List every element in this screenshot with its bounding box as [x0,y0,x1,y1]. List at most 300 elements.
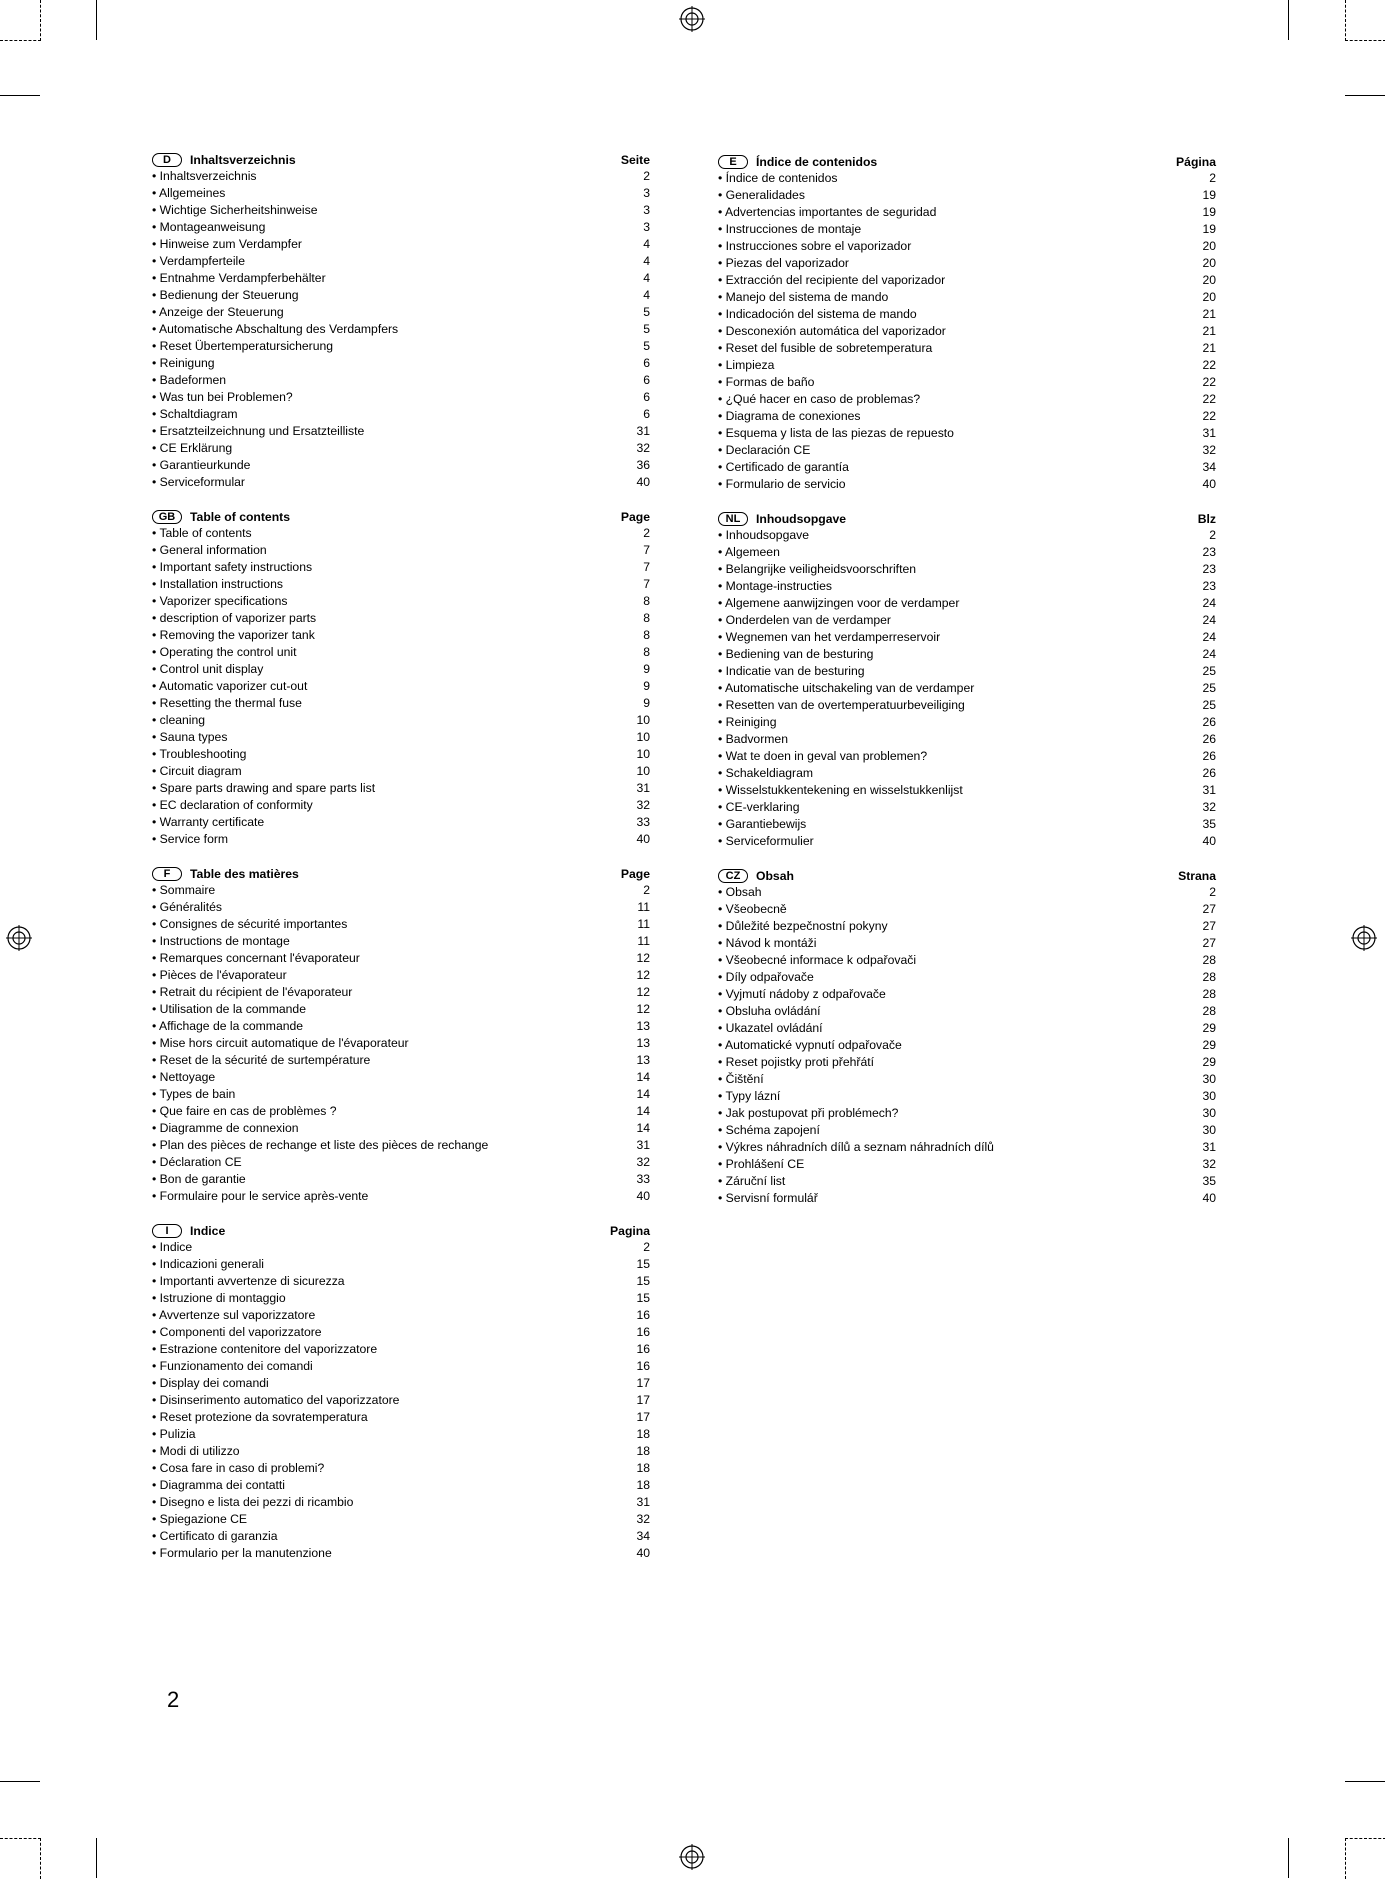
toc-entry-text [152,1494,610,1511]
toc-entry-page: 17 [636,1410,650,1424]
toc-entry-label: Jak postupovat při problémech? [725,1106,899,1120]
toc-entry-text [152,1001,610,1018]
toc-entry-page: 18 [636,1444,650,1458]
toc-entry-text [152,1324,610,1341]
toc-entry-page: 8 [643,645,650,659]
toc-entry-label: Indicatie van de besturing [725,664,865,678]
toc-section [152,151,650,491]
toc-entry-page: 14 [636,1121,650,1135]
toc-entry-text [152,1460,610,1477]
toc-entry [152,1188,650,1205]
toc-entry-page: 10 [636,764,650,778]
toc-entry-page: 4 [643,288,650,302]
toc-entry-text [152,168,610,185]
toc-entry-page: 21 [1202,324,1216,338]
toc-entry-text [718,1173,1176,1190]
bullet: • [718,409,726,423]
toc-entry [152,1035,650,1052]
bullet: • [152,883,160,897]
bullet: • [718,205,725,219]
bullet: • [152,543,160,557]
toc-entry [152,1375,650,1392]
language-code-badge: NL [718,512,748,526]
toc-entry [718,782,1216,799]
toc-entry [718,680,1216,697]
toc-entry-label: Instrucciones sobre el vaporizador [725,239,912,253]
toc-entry-page: 26 [1202,715,1216,729]
toc-entry [152,406,650,423]
toc-entry [718,697,1216,714]
toc-entry-label: Vyjmutí nádoby z odpařovače [725,987,886,1001]
toc-entry-text [152,321,610,338]
toc-entry-text [718,561,1176,578]
toc-entry-label: Istruzione di montaggio [159,1291,286,1305]
toc-entry [718,289,1216,306]
toc-entry [718,459,1216,476]
toc-entry-label: Bediening van de besturing [725,647,874,661]
toc-entry-label: Importanti avvertenze di sicurezza [159,1274,345,1288]
toc-entry-page: 40 [1202,1191,1216,1205]
toc-entry-label: Ukazatel ovládání [725,1021,823,1035]
toc-entry-text [152,984,610,1001]
toc-entry-page: 8 [643,611,650,625]
bleed-mark [0,1838,41,1879]
bullet: • [152,186,159,200]
toc-entry [152,763,650,780]
bullet: • [152,322,159,336]
bullet: • [152,1155,160,1169]
toc-entry-label: Diagrama de conexiones [725,409,861,423]
bullet: • [152,900,160,914]
bullet: • [152,424,160,438]
crop-mark [1288,1838,1289,1878]
toc-entry [152,168,650,185]
toc-entry-text [718,459,1176,476]
toc-entry-text [718,1037,1176,1054]
toc-entry [718,612,1216,629]
toc-entry-page: 14 [636,1070,650,1084]
toc-entry [152,1443,650,1460]
toc-entry-label: Disegno e lista dei pezzi di ricambio [159,1495,354,1509]
toc-section [718,510,1216,850]
toc-entry-text [152,525,610,542]
toc-entry-page: 27 [1202,919,1216,933]
toc-entry [152,1392,650,1409]
toc-entry-page: 30 [1202,1089,1216,1103]
bullet: • [152,305,159,319]
toc-entry-text [718,663,1176,680]
bullet: • [718,1038,725,1052]
toc-entry [152,814,650,831]
toc-entry-text [718,221,1176,238]
toc-entry-page: 40 [1202,834,1216,848]
section-title: Table of contents [190,509,290,524]
toc-entry-label: Service form [159,832,229,846]
toc-entry [152,593,650,610]
toc-entry-text [152,1086,610,1103]
toc-entry-label: CE Erklärung [159,441,233,455]
toc-entry [152,559,650,576]
toc-entry-page: 3 [643,203,650,217]
toc-entry-label: Čištění [725,1072,764,1086]
toc-entry [152,678,650,695]
toc-entry [152,372,650,389]
toc-entry-text [152,1290,610,1307]
bullet: • [152,917,160,931]
toc-entry-text [152,1273,610,1290]
bullet: • [152,934,160,948]
toc-entry [718,1156,1216,1173]
toc-entry-page: 14 [636,1087,650,1101]
toc-entry-label: Esquema y lista de las piezas de repuesto [725,426,954,440]
bullet: • [152,356,160,370]
toc-entry-page: 9 [643,679,650,693]
toc-entry [152,525,650,542]
toc-entry-page: 15 [636,1257,650,1271]
toc-entry-page: 40 [636,1189,650,1203]
bullet: • [152,1291,160,1305]
toc-entry-text [718,1088,1176,1105]
bullet: • [718,358,726,372]
toc-entry-label: Removing the vaporizer tank [159,628,315,642]
bullet: • [152,1053,160,1067]
bullet: • [718,885,726,899]
toc-entry-page: 36 [636,458,650,472]
toc-entry-text [152,372,610,389]
toc-entry-label: Reset Übertemperatursicherung [159,339,334,353]
toc-entry-text [718,1122,1176,1139]
toc-entry [152,1273,650,1290]
toc-entry-text [152,219,610,236]
toc-entry-text [152,1035,610,1052]
bullet: • [152,1359,160,1373]
toc-entry-label: Instrucciones de montaje [725,222,862,236]
toc-entry-page: 5 [643,339,650,353]
toc-entry-page: 2 [643,169,650,183]
toc-entry-text [718,357,1176,374]
toc-entry-page: 6 [643,356,650,370]
toc-entry-page: 27 [1202,936,1216,950]
bullet: • [152,730,160,744]
toc-entry [152,882,650,899]
toc-entry-page: 2 [1209,171,1216,185]
toc-entry-label: Warranty certificate [159,815,265,829]
toc-entry-text [152,1307,610,1324]
bullet: • [718,426,726,440]
toc-entry-page: 21 [1202,307,1216,321]
toc-entry-label: Reiniging [725,715,777,729]
bullet: • [718,1021,726,1035]
toc-entry-label: Limpieza [725,358,775,372]
toc-entry-label: CE-verklaring [725,800,800,814]
bullet: • [152,1461,160,1475]
bullet: • [718,477,726,491]
toc-entry-page: 28 [1202,1004,1216,1018]
toc-entry-text [718,1003,1176,1020]
toc-entry-text [152,627,610,644]
toc-entry [718,1088,1216,1105]
crop-mark [1345,95,1385,96]
toc-entry-text [718,272,1176,289]
toc-entry-label: Formulario de servicio [725,477,846,491]
toc-entry-text [152,814,610,831]
bullet: • [152,696,160,710]
page-column-label: Seite [620,152,650,167]
toc-entry-text [152,1426,610,1443]
toc-entry-text [152,236,610,253]
bullet: • [718,222,726,236]
registration-mark-icon [6,925,32,951]
toc-entry [152,746,650,763]
toc-entry-text [718,170,1176,187]
toc-entry-page: 31 [636,1138,650,1152]
toc-entry-text [152,746,610,763]
bullet: • [718,681,725,695]
toc-entry-page: 4 [643,271,650,285]
bullet: • [152,390,160,404]
bullet: • [152,254,160,268]
toc-entry-label: Avvertenze sul vaporizzatore [158,1308,316,1322]
toc-entry [718,935,1216,952]
toc-entry [152,1069,650,1086]
toc-entry [718,476,1216,493]
bullet: • [718,1140,726,1154]
bullet: • [152,747,160,761]
bullet: • [718,290,726,304]
bullet: • [152,611,160,625]
toc-entry-text [718,1190,1176,1207]
toc-entry-page: 32 [636,798,650,812]
bullet: • [718,715,726,729]
language-code-badge: CZ [718,869,748,883]
toc-entry-label: Sommaire [159,883,216,897]
toc-entry-label: Certificado de garantía [725,460,849,474]
toc-entry-label: Algemene aanwijzingen voor de verdamper [724,596,960,610]
toc-entry-page: 5 [643,322,650,336]
toc-entry-page: 12 [636,985,650,999]
toc-entry-text [718,833,1176,850]
toc-entry-page: 10 [636,730,650,744]
bullet: • [152,764,160,778]
bullet: • [718,766,726,780]
page-number: 2 [167,1687,180,1712]
toc-entry-label: Díly odpařovače [725,970,814,984]
toc-entry-page: 33 [636,1172,650,1186]
toc-entry-text [718,595,1176,612]
toc-entry-page: 32 [636,1155,650,1169]
crop-mark [1288,0,1289,40]
toc-entry-text [152,1341,610,1358]
bullet: • [152,1002,160,1016]
section-header [152,151,650,168]
toc-entry-label: Wisselstukkentekening en wisselstukkenlijst [725,783,963,797]
toc-entry-label: Modi di utilizzo [159,1444,240,1458]
toc-entry-page: 20 [1202,273,1216,287]
toc-entry-page: 8 [643,628,650,642]
bullet: • [718,273,726,287]
bullet: • [718,1174,726,1188]
toc-entry-label: Was tun bei Problemen? [159,390,293,404]
bullet: • [718,562,726,576]
toc-entry [152,1426,650,1443]
bullet: • [152,203,160,217]
toc-entry [152,1001,650,1018]
toc-entry-label: Plan des pièces de rechange et liste des pièces de rechange [159,1138,489,1152]
toc-entry-label: Operating the control unit [159,645,297,659]
toc-entry-page: 32 [636,441,650,455]
toc-entry [718,1054,1216,1071]
toc-entry-label: Circuit diagram [159,764,242,778]
bullet: • [152,1546,160,1560]
bullet: • [152,1274,160,1288]
toc-entry-text [152,440,610,457]
toc-entry-text [718,238,1176,255]
toc-entry-text [152,678,610,695]
toc-entry [152,916,650,933]
bullet: • [152,679,159,693]
toc-entry-page: 16 [636,1325,650,1339]
toc-entry-page: 30 [1202,1123,1216,1137]
toc-entry-page: 12 [636,951,650,965]
toc-entry [718,306,1216,323]
toc-entry [152,899,650,916]
toc-entry-text [152,899,610,916]
toc-entry-label: Cosa fare in caso di problemi? [159,1461,325,1475]
bullet: • [718,579,726,593]
toc-entry [718,255,1216,272]
toc-entry-page: 18 [636,1461,650,1475]
toc-entry-label: Indicazioni generali [159,1257,264,1271]
toc-entry [152,270,650,287]
toc-entry [718,272,1216,289]
toc-entry-page: 26 [1202,749,1216,763]
bullet: • [718,324,726,338]
bullet: • [718,902,726,916]
toc-entry-page: 32 [1202,1157,1216,1171]
toc-entry [718,1173,1216,1190]
toc-entry-label: Belangrijke veiligheidsvoorschriften [725,562,917,576]
toc-entry-text [152,355,610,372]
toc-entry-label: Que faire en cas de problèmes ? [159,1104,337,1118]
toc-entry-text [718,1139,1176,1156]
bullet: • [718,460,726,474]
toc-entry [718,646,1216,663]
toc-entry-label: Nettoyage [159,1070,216,1084]
toc-entry [152,695,650,712]
toc-entry [152,457,650,474]
toc-entry-text [152,185,610,202]
toc-entry-label: Resetting the thermal fuse [159,696,302,710]
toc-entry-text [718,935,1176,952]
toc-entry [718,1122,1216,1139]
toc-entry-text [718,544,1176,561]
bullet: • [718,664,726,678]
toc-entry-text [152,831,610,848]
toc-entry-label: Wegnemen van het verdamperreservoir [725,630,941,644]
toc-entry-page: 12 [636,1002,650,1016]
toc-entry-page: 23 [1202,579,1216,593]
toc-entry-page: 21 [1202,341,1216,355]
toc-entry-label: Prohlášení CE [725,1157,805,1171]
toc-entry-text [152,474,610,491]
toc-entry-text [718,391,1176,408]
toc-entry-page: 28 [1202,953,1216,967]
toc-entry-label: Índice de contenidos [725,171,838,185]
toc-entry-page: 40 [636,832,650,846]
bullet: • [152,1019,159,1033]
toc-entry [718,731,1216,748]
toc-entry [718,187,1216,204]
bullet: • [718,188,726,202]
toc-entry [152,253,650,270]
registration-mark-icon [679,6,705,32]
toc-entry-text [718,408,1176,425]
toc-entry [152,1239,650,1256]
bullet: • [152,985,160,999]
toc-entry-text [718,986,1176,1003]
toc-entry-label: Desconexión automática del vaporizador [725,324,946,338]
toc-entry-page: 22 [1202,409,1216,423]
toc-entry [152,1324,650,1341]
toc-entry-label: Garantiebewijs [725,817,807,831]
toc-entry-label: Záruční list [725,1174,786,1188]
toc-entry-page: 20 [1202,239,1216,253]
bullet: • [152,1240,160,1254]
toc-entry-label: Remarques concernant l'évaporateur [159,951,360,965]
toc-entry-text [152,1392,610,1409]
toc-entry-text [718,714,1176,731]
bullet: • [718,1106,726,1120]
toc-entry-label: Spare parts drawing and spare parts list [159,781,376,795]
bullet: • [718,936,726,950]
toc-entry [152,1358,650,1375]
toc-entry-label: Automatické vypnutí odpařovače [724,1038,902,1052]
toc-entry-text [152,1545,610,1562]
toc-section [152,865,650,1205]
toc-entry-label: Diagramme de connexion [159,1121,299,1135]
bullet: • [152,1393,160,1407]
toc-entry [718,595,1216,612]
bullet: • [718,919,726,933]
section-title: Obsah [756,868,794,883]
bullet: • [718,1072,726,1086]
toc-entry [718,816,1216,833]
toc-entry-label: Montage-instructies [725,579,833,593]
toc-section [152,508,650,848]
bullet: • [718,596,725,610]
bullet: • [718,630,726,644]
toc-entry-label: Reset protezione da sovratemperatura [159,1410,368,1424]
toc-entry-text [152,882,610,899]
bullet: • [718,987,726,1001]
toc-entry-label: Wichtige Sicherheitshinweise [159,203,318,217]
toc-entry-text [718,340,1176,357]
page-column-label: Strana [1178,868,1216,883]
toc-entry-text [152,287,610,304]
toc-entry-label: Componenti del vaporizzatore [159,1325,322,1339]
toc-entry-text [718,816,1176,833]
bullet: • [718,443,726,457]
toc-entry [152,831,650,848]
bullet: • [152,815,160,829]
toc-entry-page: 23 [1202,562,1216,576]
bullet: • [152,645,160,659]
toc-entry-label: Výkres náhradních dílů a seznam náhradních dílů [725,1140,994,1154]
toc-entry-label: Installation instructions [159,577,283,591]
toc-entry-label: Indice [159,1240,193,1254]
toc-entry-text [152,950,610,967]
toc-entry-text [718,1020,1176,1037]
